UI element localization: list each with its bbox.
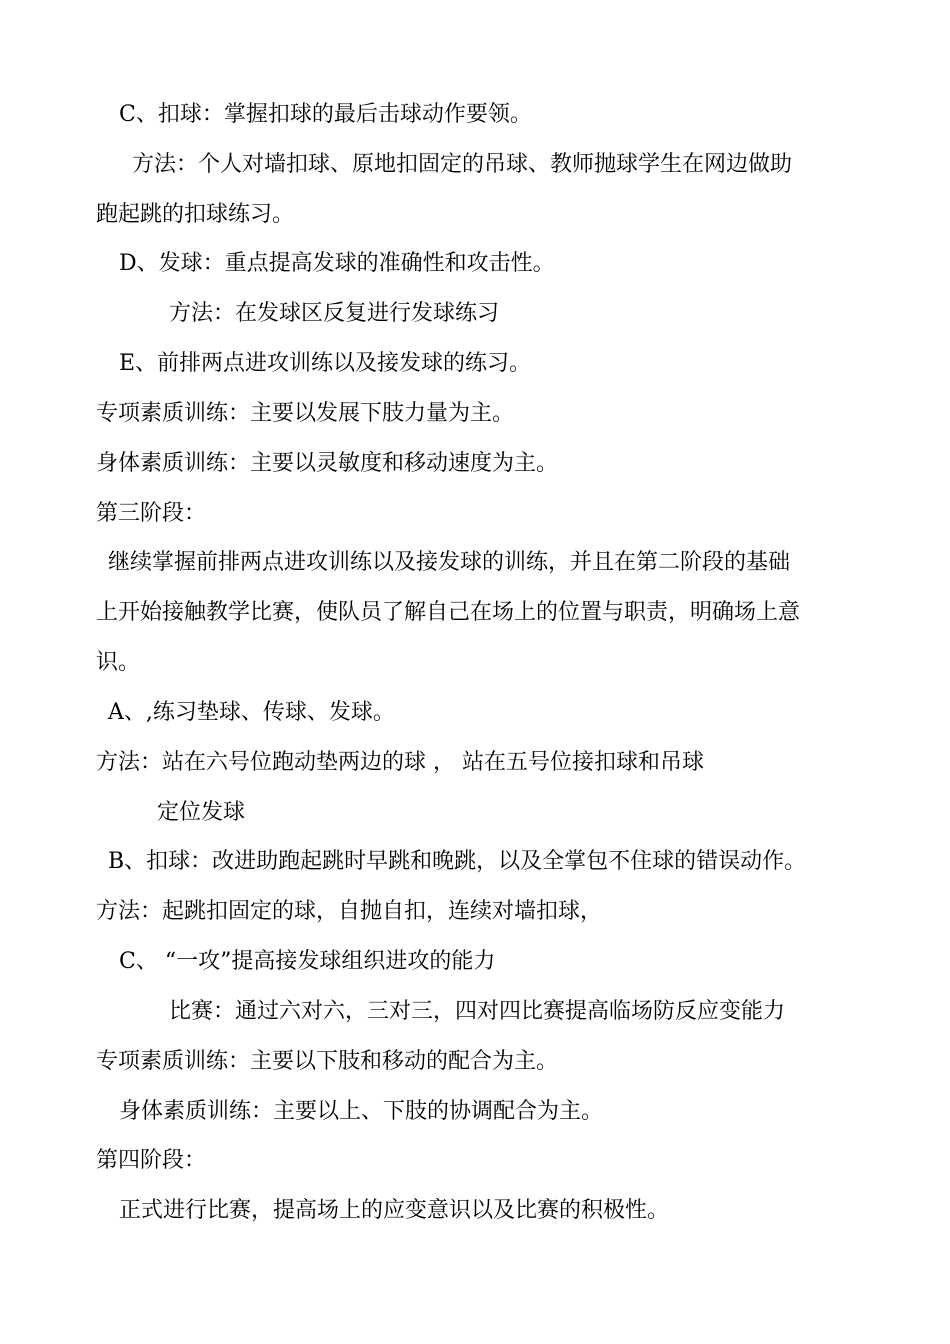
text-line: 识。 bbox=[96, 650, 141, 675]
text-line: 专项素质训练：主要以发展下肢力量为主。 bbox=[96, 401, 515, 426]
section-heading: 第三阶段： bbox=[96, 501, 207, 526]
text-line: 继续掌握前排两点进攻训练以及接发球的训练，并且在第二阶段的基础 bbox=[108, 550, 791, 575]
text-line: 专项素质训练：主要以下肢和移动的配合为主。 bbox=[96, 1049, 559, 1074]
section-heading: 第四阶段： bbox=[96, 1148, 207, 1173]
text-line: C、扣球：掌握扣球的最后击球动作要领。 bbox=[119, 102, 532, 127]
text-line: E、前排两点进攻训练以及接发球的练习。 bbox=[119, 351, 532, 376]
text-line: 上开始接触教学比赛，使队员了解自己在场上的位置与职责，明确场上意 bbox=[96, 600, 801, 625]
text-line: 定位发球 bbox=[157, 800, 246, 825]
text-line: 跑起跳的扣球练习。 bbox=[96, 202, 295, 227]
text-line: C、 “一攻”提高接发球组织进攻的能力 bbox=[119, 949, 496, 974]
text-line: 正式进行比赛，提高场上的应变意识以及比赛的积极性。 bbox=[119, 1198, 670, 1223]
text-line: 方法：起跳扣固定的球，自抛自扣，连续对墙扣球， bbox=[96, 899, 603, 924]
text-line: 方法：在发球区反复进行发球练习 bbox=[169, 301, 500, 326]
text-line: A、,练习垫球、传球、发球。 bbox=[108, 700, 395, 725]
text-line: D、发球：重点提高发球的准确性和攻击性。 bbox=[119, 251, 555, 276]
text-line: 比赛：通过六对六，三对三，四对四比赛提高临场防反应变能力 bbox=[169, 999, 786, 1024]
text-line: 身体素质训练：主要以灵敏度和移动速度为主。 bbox=[96, 451, 559, 476]
text-line: 方法：个人对墙扣球、原地扣固定的吊球、教师抛球学生在网边做助 bbox=[132, 152, 793, 177]
text-line: 身体素质训练：主要以上、下肢的协调配合为主。 bbox=[119, 1099, 604, 1124]
text-line: 方法：站在六号位跑动垫两边的球 ， 站在五号位接扣球和吊球 bbox=[96, 750, 704, 775]
text-line: B、扣球：改进助跑起跳时早跳和晚跳，以及全掌包不住球的错误动作。 bbox=[108, 849, 807, 874]
